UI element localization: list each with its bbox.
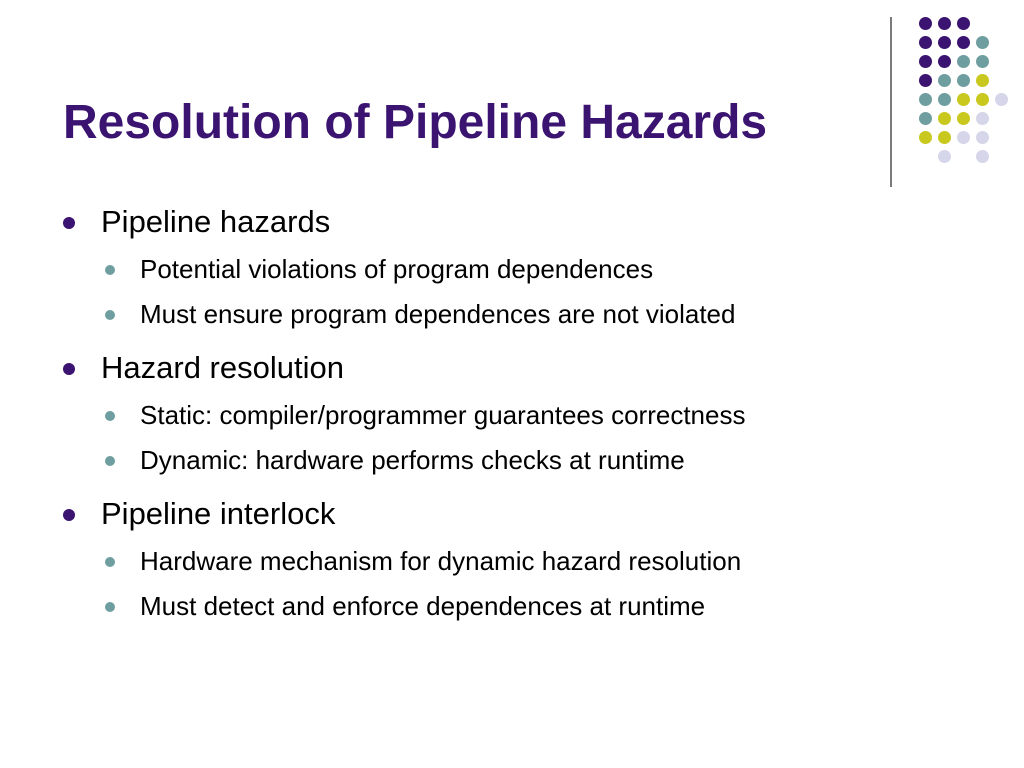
decorative-dot [919,36,932,49]
sub-bullet-item [63,393,963,438]
sub-bullet-item [63,438,963,483]
decorative-dot [938,17,951,30]
sub-bullet-marker-icon [105,265,115,275]
sub-bullet-text: Potential violations of program dependences [140,254,654,284]
decorative-dot [976,36,989,49]
decorative-dot [976,93,989,106]
sub-bullet-text: Dynamic: hardware performs checks at runtime [140,445,685,475]
decorative-dot [938,36,951,49]
decorative-dot [957,112,970,125]
decorative-dot [938,55,951,68]
sub-bullet-list [63,247,963,337]
sub-bullet-list [63,539,963,629]
bullet-text: Pipeline hazards [101,204,331,239]
decorative-dot [919,112,932,125]
decorative-dot [957,74,970,87]
bullet-item [63,492,963,536]
decorative-dot [957,17,970,30]
decorative-dot [938,150,951,163]
bullet-text: Hazard resolution [101,350,344,385]
decorative-dot [976,112,989,125]
decorative-dot [995,93,1008,106]
sub-bullet-text: Static: compiler/programmer guarantees correctness [140,400,746,430]
decorative-dot [957,36,970,49]
bullet-item [63,200,963,244]
sub-bullet-item [63,584,963,629]
bullet-marker-icon [63,217,75,229]
slide-title: Resolution of Pipeline Hazards [63,96,768,149]
bullet-item [63,346,963,390]
decorative-dot [976,131,989,144]
sub-bullet-item [63,539,963,584]
sub-bullet-marker-icon [105,557,115,567]
decorative-dot [976,74,989,87]
decorative-dot [957,131,970,144]
sub-bullet-item [63,247,963,292]
sub-bullet-list [63,393,963,483]
bullet-text: Pipeline interlock [101,496,336,531]
decorative-dot [957,55,970,68]
decorative-dot [938,131,951,144]
decorative-dot [919,74,932,87]
decorative-dot [957,93,970,106]
decorative-dot [919,93,932,106]
bullet-marker-icon [63,509,75,521]
title-divider-line [890,17,892,187]
sub-bullet-marker-icon [105,456,115,466]
bullet-marker-icon [63,363,75,375]
sub-bullet-marker-icon [105,411,115,421]
decorative-dot [976,55,989,68]
decorative-dot [938,93,951,106]
sub-bullet-marker-icon [105,310,115,320]
sub-bullet-text: Must detect and enforce dependences at runtime [140,591,706,621]
decorative-dot [976,150,989,163]
decorative-dot [919,55,932,68]
sub-bullet-text: Must ensure program dependences are not violated [140,299,736,329]
decorative-dot [938,74,951,87]
sub-bullet-item [63,292,963,337]
sub-bullet-text: Hardware mechanism for dynamic hazard resolution [140,546,742,576]
sub-bullet-marker-icon [105,602,115,612]
decorative-dot [919,131,932,144]
decorative-dot [919,17,932,30]
bullet-list [63,200,963,638]
decorative-dot [938,112,951,125]
